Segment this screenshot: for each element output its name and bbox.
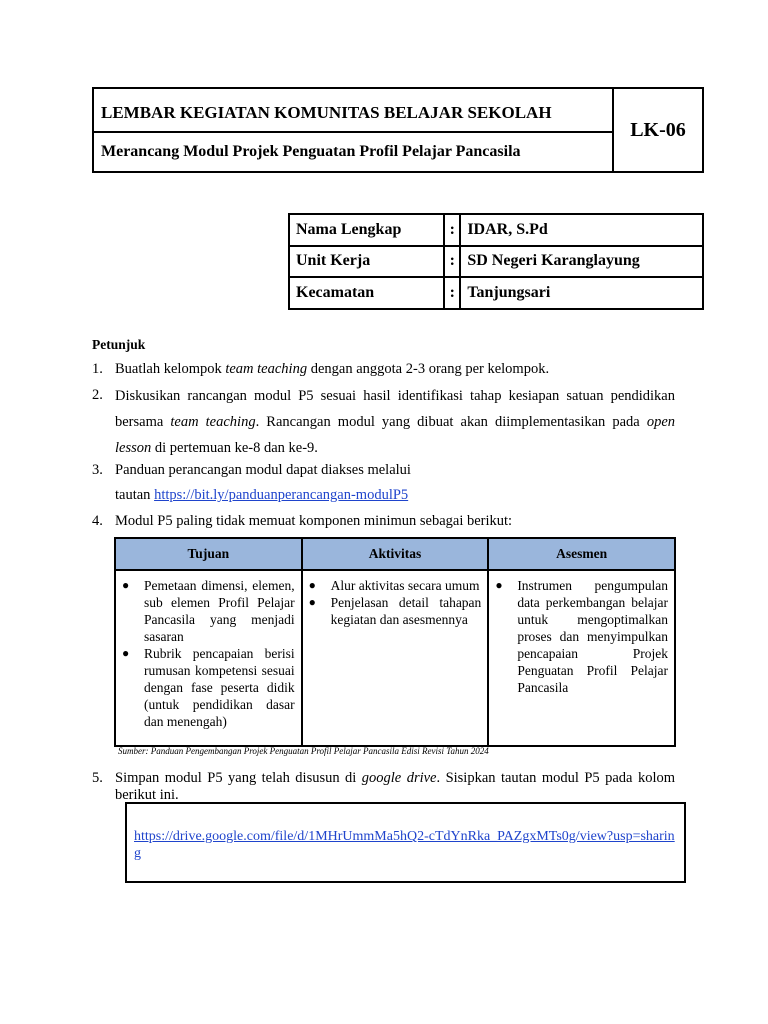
list-item (495, 577, 668, 696)
bullet-icon: ● (495, 578, 503, 592)
step-text: Buatlah kelompok (115, 361, 226, 377)
step-text: Simpan modul P5 yang telah disusun di (115, 770, 362, 786)
list-item (309, 577, 482, 594)
source-caption: Sumber: Panduan Pengembangan Projek Penguatan Profil Pelajar Pancasila Edisi Revisi Tahun 2024 (118, 746, 489, 756)
list-item (309, 594, 482, 628)
header-title: LEMBAR KEGIATAN KOMUNITAS BELAJAR SEKOLAH (101, 103, 552, 122)
bullet-icon: ● (122, 578, 130, 592)
list-item-text: Penjelasan detail tahapan kegiatan dan asesmennya (330, 595, 482, 627)
list-item (122, 645, 295, 730)
list-item-text: Rubrik pencapaian berisi rumusan kompetensi sesuai dengan fase peserta didik (untuk pendidikan dasar dan menengah) (144, 646, 295, 729)
identity-value-district: Tanjungsari (460, 277, 703, 309)
identity-separator: : (444, 246, 460, 278)
list-item (122, 577, 295, 645)
step-3-text: Panduan perancangan modul dapat diakses melalui (115, 462, 411, 478)
module-drive-link[interactable]: https://drive.google.com/file/d/1MHrUmmMa5hQ2-cTdYnRka_PAZgxMTs0g/view?usp=sharing (134, 829, 675, 861)
module-link-box (125, 802, 686, 883)
step-5-text (115, 770, 675, 804)
step-text: tautan (115, 487, 155, 503)
step-number: 2. (92, 387, 103, 403)
identity-value-unit: SD Negeri Karanglayung (460, 246, 703, 278)
step-text: . Sisipkan tautan modul P5 pada kolom berikut ini. (115, 770, 675, 803)
bullet-icon: ● (308, 578, 316, 592)
column-header-asesmen: Asesmen (488, 538, 675, 570)
identity-separator: : (444, 214, 460, 246)
identity-row (289, 277, 703, 309)
step-number: 4. (92, 513, 103, 529)
list-item-text: Instrumen pengumpulan data perkembangan belajar untuk mengoptimalkan proses dan menyimpulkan pencapaian Projek Penguatan Profil Pelajar Pancasila (517, 578, 668, 695)
identity-label: Unit Kerja (289, 246, 444, 278)
step-text: . Rancangan modul yang dibuat akan diimplementasikan pada (255, 414, 647, 430)
step-emphasis: open lesson (115, 414, 675, 456)
step-4-text: Modul P5 paling tidak memuat komponen minimun sebagai berikut: (115, 513, 513, 529)
column-header-tujuan: Tujuan (115, 538, 302, 570)
identity-label: Nama Lengkap (289, 214, 444, 246)
step-emphasis: team teaching (170, 414, 256, 430)
step-number: 1. (92, 361, 103, 377)
step-3-link-line (115, 487, 675, 504)
aktivitas-cell (302, 570, 489, 746)
component-content-row (115, 570, 675, 746)
column-header-aktivitas: Aktivitas (302, 538, 489, 570)
identity-value-name: IDAR, S.Pd (460, 214, 703, 246)
step-2-text (115, 383, 675, 461)
header-subtitle: Merancang Modul Projek Penguatan Profil Pelajar Pancasila (101, 143, 521, 160)
header-subtitle-cell (94, 133, 614, 171)
guide-link[interactable]: https://bit.ly/panduanperancangan-modulP5 (154, 487, 409, 503)
asesmen-cell (488, 570, 675, 746)
bullet-icon: ● (308, 595, 316, 609)
bullet-icon: ● (122, 646, 130, 660)
worksheet-code: LK-06 (630, 118, 686, 141)
step-text: di pertemuan ke-8 dan ke-9. (151, 440, 318, 456)
identity-table (288, 213, 704, 310)
step-text: Diskusikan rancangan modul P5 sesuai hasil identifikasi tahap kesiapan satuan pendidikan bersama (115, 388, 675, 430)
step-emphasis: team teaching (225, 361, 308, 377)
identity-separator: : (444, 277, 460, 309)
identity-row (289, 246, 703, 278)
step-text: dengan anggota 2-3 orang per kelompok. (307, 361, 550, 377)
instructions-heading: Petunjuk (92, 337, 146, 352)
list-item-text: Alur aktivitas secara umum (330, 578, 480, 593)
step-number: 3. (92, 462, 103, 478)
step-1-text (115, 361, 675, 378)
tujuan-cell (115, 570, 302, 746)
list-item-text: Pemetaan dimensi, elemen, sub elemen Profil Pelajar Pancasila yang menjadi sasaran (144, 578, 295, 644)
component-table (114, 537, 676, 747)
header-title-cell (94, 89, 614, 133)
step-emphasis: google drive (361, 770, 437, 786)
identity-row (289, 214, 703, 246)
component-header-row (115, 538, 675, 570)
identity-label: Kecamatan (289, 277, 444, 309)
step-number: 5. (92, 770, 103, 786)
worksheet-header (92, 87, 704, 173)
